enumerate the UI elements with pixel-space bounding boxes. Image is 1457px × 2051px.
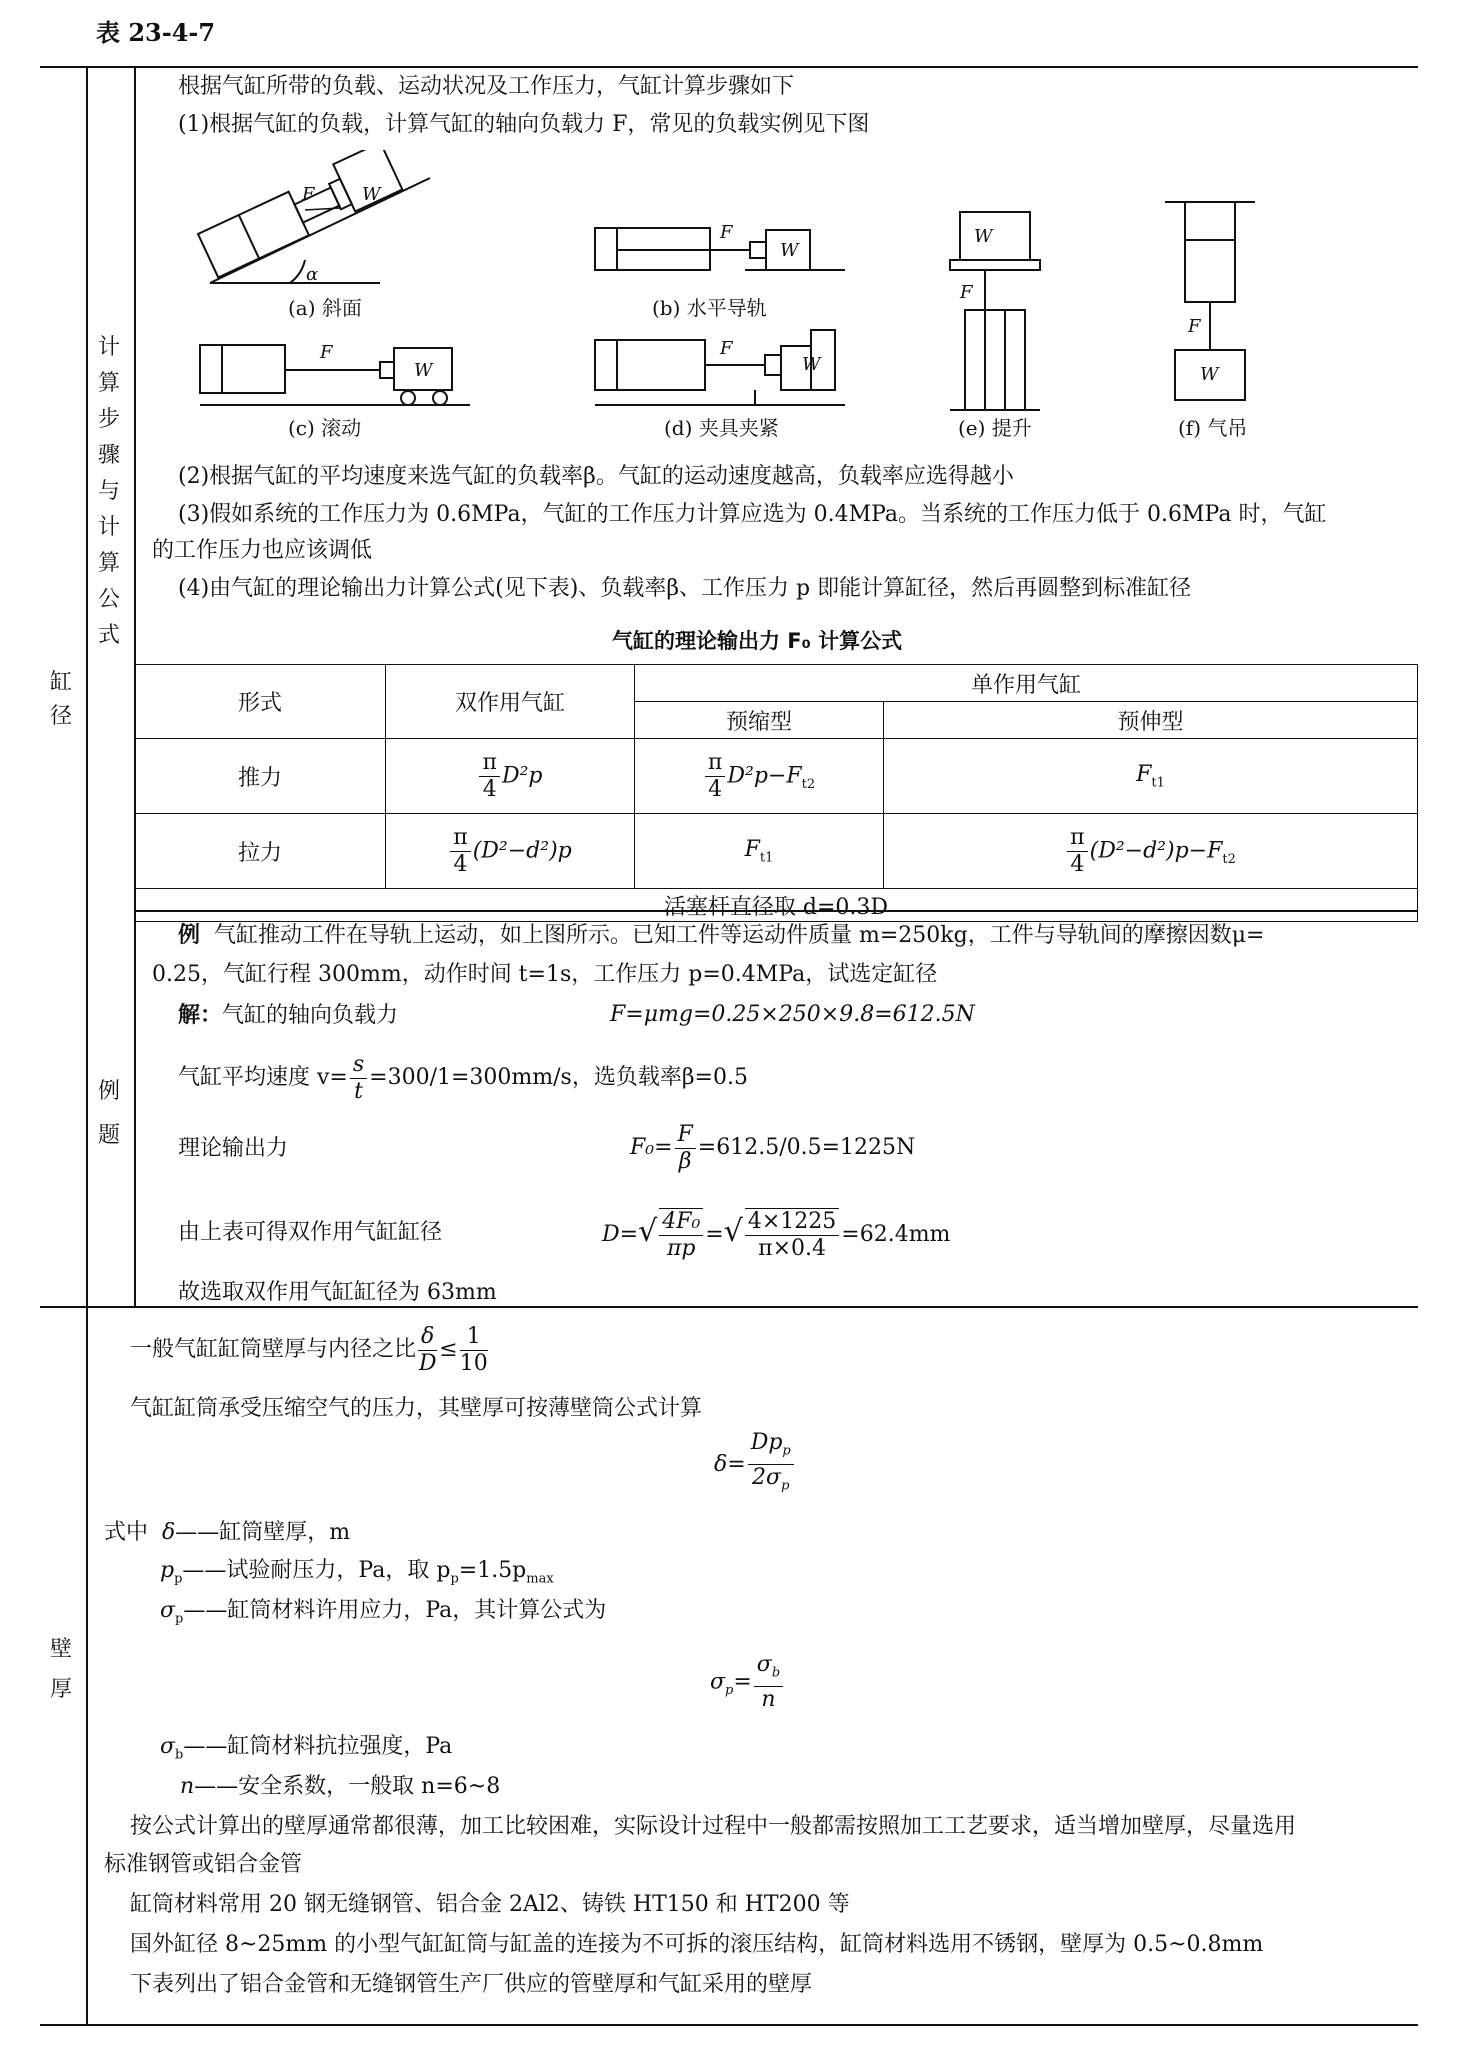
label-f-f: F xyxy=(1188,316,1201,337)
cell-push-extend: $F_{t1}$ xyxy=(884,739,1418,814)
label-f-e: F xyxy=(960,282,973,303)
label-alpha: α xyxy=(306,264,319,285)
caption-a: (a) 斜面 xyxy=(288,296,362,320)
wall-para1a: 按公式计算出的壁厚通常都很薄，加工比较困难，实际设计过程中一般都需按照加工工艺要求，适当增加壁厚，尽量选用 xyxy=(130,1814,1297,1839)
formula-table xyxy=(134,664,1418,922)
row-push-label: 推力 xyxy=(135,739,386,814)
example-line2: 0.25，气缸行程 300mm，动作时间 t=1s，工作压力 p=0.4MPa，试选定缸径 xyxy=(152,962,938,987)
label-f-a: F xyxy=(302,184,315,205)
wall-para3: 国外缸径 8~25mm 的小型气缸缸筒与缸盖的连接为不可拆的滚压结构，缸筒材料选用不锈钢，壁厚为 0.5~0.8mm xyxy=(130,1932,1264,1957)
formula-table-footer: 活塞杆直径取 d=0.3D xyxy=(135,889,1418,922)
label-f-d: F xyxy=(720,338,733,359)
diagram-lift xyxy=(950,212,1040,410)
th-single: 单作用气缸 xyxy=(635,665,1418,702)
th-extend: 预伸型 xyxy=(884,702,1418,739)
cell-pull-retract: $F_{t1}$ xyxy=(635,814,884,889)
wall-para4: 下表列出了铝合金管和无缝钢管生产厂供应的管壁厚和气缸采用的壁厚 xyxy=(130,1972,813,1997)
label-w-b: W xyxy=(780,240,799,261)
example-force-formula: F₀= $\frac{F}{\beta}$ =612.5/0.5=1225N xyxy=(630,1121,916,1174)
th-double: 双作用气缸 xyxy=(386,665,635,739)
example-solution: 解：气缸的轴向负载力 xyxy=(178,1002,399,1028)
example-conclusion: 故选取双作用气缸缸径为 63mm xyxy=(178,1280,497,1305)
calc-step3a: (3)假如系统的工作压力为 0.6MPa，气缸的工作压力计算应选为 0.4MPa。当系统的工作压力低于 0.6MPa 时，气缸 xyxy=(178,502,1327,527)
cell-push-retract: $\frac{\pi}{4}$ $D^2p-F_{t2}$ xyxy=(635,739,884,814)
row-label-bore: 缸 径 xyxy=(49,670,72,729)
top-rule xyxy=(40,66,1418,68)
wall-def-sigmap: $\sigma_p——$缸筒材料许用应力，Pa，其计算公式为 xyxy=(160,1598,607,1627)
label-w-f: W xyxy=(1200,364,1219,385)
calc-step4: (4)由气缸的理论输出力计算公式(见下表)、负载率β、工作压力 p 即能计算缸径，然后再圆整到标准缸径 xyxy=(178,576,1192,601)
wall-def-sigmab: $\sigma_b——$缸筒材料抗拉强度，Pa xyxy=(160,1734,453,1763)
wall-formula-delta: δ= $\frac{Dp_p}{2\sigma_p}$ xyxy=(714,1430,796,1500)
wall-ratio: 一般气缸缸筒壁厚与内径之比 $\frac{\delta}{D}$ ≤ $\frac{1}{10}$ xyxy=(130,1323,488,1376)
bottom-rule xyxy=(40,2024,1418,2026)
calc-intro: 根据气缸所带的负载、运动状况及工作压力，气缸计算步骤如下 xyxy=(178,74,795,99)
example-force-label: 理论输出力 xyxy=(178,1136,289,1161)
calc-step1: (1)根据气缸的负载，计算气缸的轴向负载力 F，常见的负载实例见下图 xyxy=(178,112,870,137)
caption-b: (b) 水平导轨 xyxy=(652,296,767,320)
cell-pull-extend: $\frac{\pi}{4}$ $(D^2-d^2)p-F_{t2}$ xyxy=(884,814,1418,889)
label-w-d: W xyxy=(802,354,821,375)
wall-def-delta: 式中 δ——缸筒壁厚，m xyxy=(104,1520,351,1545)
row-pull-label: 拉力 xyxy=(135,814,386,889)
label-w-a: W xyxy=(362,184,381,205)
table-number: 表 23-4-7 xyxy=(96,18,216,47)
wall-para2: 缸筒材料常用 20 钢无缝钢管、铝合金 2Al2、铸铁 HT150 和 HT200 等 xyxy=(130,1892,850,1917)
caption-c: (c) 滚动 xyxy=(288,416,362,440)
label-f-c: F xyxy=(320,342,333,363)
label-w-c: W xyxy=(414,360,433,381)
wall-formula-sigma: $\sigma_p=$ $\frac{\sigma_b}{n}$ xyxy=(710,1652,785,1719)
section-label-calc: 计 算 步 骤 与 计 算 公 式 xyxy=(97,335,120,648)
cell-pull-double: $\frac{\pi}{4}$ (D²−d²)p xyxy=(386,814,635,889)
row-label-wall: 壁 厚 xyxy=(49,1637,72,1702)
caption-d: (d) 夹具夹紧 xyxy=(664,416,779,440)
caption-e: (e) 提升 xyxy=(958,416,1032,440)
label-w-e: W xyxy=(974,226,993,247)
wall-def-n: n——安全系数，一般取 n=6~8 xyxy=(180,1774,501,1799)
th-retract: 预缩型 xyxy=(635,702,884,739)
cell-push-double: $\frac{\pi}{4}$ D²p xyxy=(386,739,635,814)
section-label-example: 例 题 xyxy=(97,1079,120,1148)
label-f-b: F xyxy=(720,222,733,243)
wall-line2: 气缸缸筒承受压缩空气的压力，其壁厚可按薄壁筒公式计算 xyxy=(130,1396,703,1421)
th-form: 形式 xyxy=(135,665,386,739)
example-speed: 气缸平均速度 v= $\frac{s}{t}$ =300/1=300mm/s，选负载率β=0.5 xyxy=(178,1051,748,1104)
wall-def-pp: $p_p——$试验耐压力，Pa，取 $p_p=1.5p_{max}$ xyxy=(160,1558,554,1587)
load-diagrams xyxy=(180,150,1410,450)
example-solution-formula: F=μmg=0.25×250×9.8=612.5N xyxy=(610,1002,975,1027)
caption-f: (f) 气吊 xyxy=(1178,416,1248,440)
calc-step3b: 的工作压力也应该调低 xyxy=(152,538,373,563)
example-line1: 例 气缸推动工件在导轨上运动，如上图所示。已知工件等运动件质量 m=250kg，工件与导轨间的摩擦因数μ= xyxy=(178,922,1265,948)
wall-para1b: 标准钢管或铝合金管 xyxy=(104,1852,303,1877)
example-diam-label: 由上表可得双作用气缸缸径 xyxy=(178,1220,443,1245)
col-divider-1 xyxy=(86,66,88,2026)
example-diam-formula: D=√ $\frac{\text{4F₀}}{\pi p}$ =√ $\frac{4\times 1225}{\pi\times 0.4}$ =62.4mm xyxy=(602,1209,951,1261)
calc-step2: (2)根据气缸的平均速度来选气缸的负载率β。气缸的运动速度越高，负载率应选得越小 xyxy=(178,464,1014,489)
formula-table-title: 气缸的理论输出力 F₀ 计算公式 xyxy=(612,629,903,653)
